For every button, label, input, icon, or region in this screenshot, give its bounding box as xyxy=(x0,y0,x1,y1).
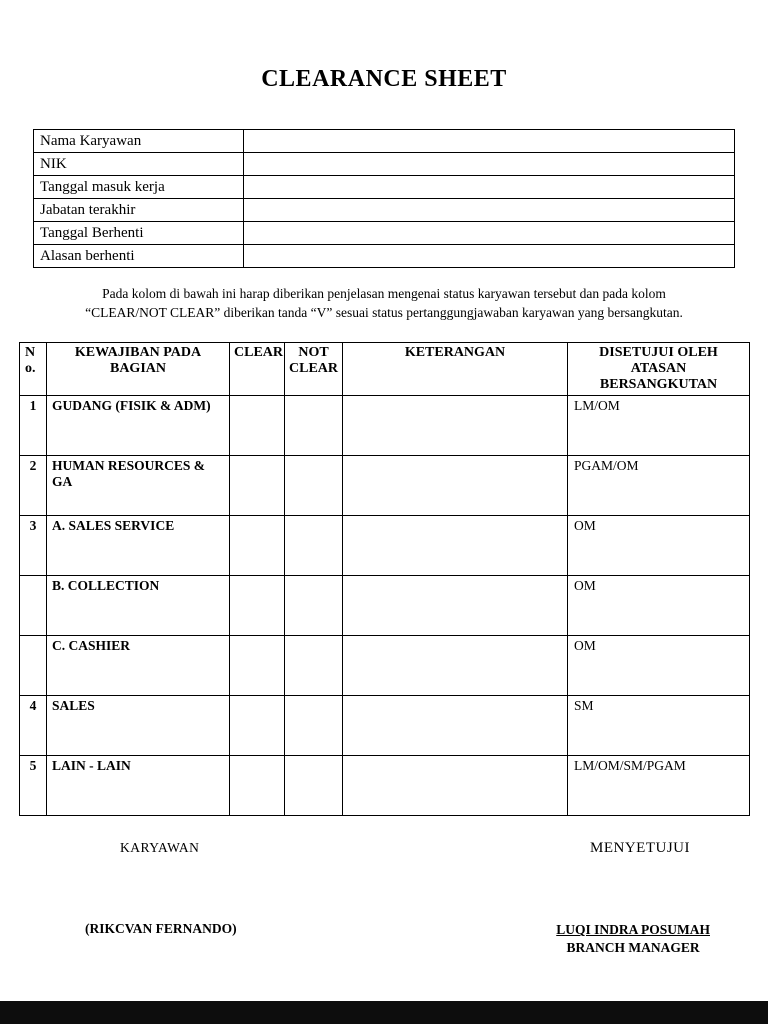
cell-keterangan xyxy=(343,396,568,456)
viewer-bottom-bar xyxy=(0,1001,768,1024)
table-row-cashier xyxy=(20,636,750,696)
header-clear: CLEAR xyxy=(230,343,285,396)
instructions-line-1: Pada kolom di bawah ini harap diberikan penjelasan mengenai status karyawan tersebut dan pada kolom xyxy=(102,286,666,301)
table-row-sales-service xyxy=(20,516,750,576)
cell-keterangan xyxy=(343,756,568,816)
cell-kewajiban: GUDANG (FISIK & ADM) xyxy=(47,396,230,456)
cell-no xyxy=(20,636,47,696)
signature-names-row xyxy=(0,921,768,956)
cell-not-clear xyxy=(285,756,343,816)
cell-clear xyxy=(230,396,285,456)
cell-clear xyxy=(230,576,285,636)
info-label-jabatan-terakhir: Jabatan terakhir xyxy=(34,199,244,222)
info-label-tanggal-berhenti: Tanggal Berhenti xyxy=(34,222,244,245)
cell-keterangan xyxy=(343,636,568,696)
cell-kewajiban: C. CASHIER xyxy=(47,636,230,696)
table-row-collection xyxy=(20,576,750,636)
cell-not-clear xyxy=(285,696,343,756)
header-kewajiban xyxy=(47,343,230,396)
cell-no: 4 xyxy=(20,696,47,756)
table-row xyxy=(34,199,735,222)
cell-disetujui: LM/OM/SM/PGAM xyxy=(568,756,750,816)
instructions-line-2: “CLEAR/NOT CLEAR” diberikan tanda “V” sesuai status pertanggungjawaban karyawan yang bersangkutan. xyxy=(85,304,683,320)
cell-keterangan xyxy=(343,456,568,516)
cell-not-clear xyxy=(285,636,343,696)
cell-disetujui: OM xyxy=(568,576,750,636)
info-value-alasan-berhenti xyxy=(244,245,735,268)
header-keterangan: KETERANGAN xyxy=(343,343,568,396)
cell-keterangan xyxy=(343,576,568,636)
signature-block-manager xyxy=(556,921,710,956)
info-label-nama-karyawan: Nama Karyawan xyxy=(34,130,244,153)
cell-kewajiban: LAIN - LAIN xyxy=(47,756,230,816)
cell-not-clear xyxy=(285,456,343,516)
info-value-tanggal-berhenti xyxy=(244,222,735,245)
signature-name-karyawan: (RIKCVAN FERNANDO) xyxy=(85,921,237,937)
cell-kewajiban: SALES xyxy=(47,696,230,756)
signature-title-manager: BRANCH MANAGER xyxy=(566,939,700,955)
cell-kewajiban: HUMAN RESOURCES & GA xyxy=(47,456,230,516)
header-kewajiban-label: KEWAJIBAN PADA BAGIAN xyxy=(74,345,202,377)
cell-kewajiban: B. COLLECTION xyxy=(47,576,230,636)
info-label-alasan-berhenti: Alasan berhenti xyxy=(34,245,244,268)
page-title: CLEARANCE SHEET xyxy=(261,66,507,92)
signature-role-menyetujui: MENYETUJUI xyxy=(590,840,690,857)
signature-roles-row xyxy=(0,840,768,857)
table-row xyxy=(34,176,735,199)
clearance-table xyxy=(19,342,750,816)
cell-clear xyxy=(230,696,285,756)
cell-kewajiban: A. SALES SERVICE xyxy=(47,516,230,576)
cell-clear xyxy=(230,756,285,816)
cell-clear xyxy=(230,516,285,576)
table-row-lain-lain xyxy=(20,756,750,816)
cell-not-clear xyxy=(285,516,343,576)
cell-keterangan xyxy=(343,516,568,576)
cell-clear xyxy=(230,456,285,516)
header-disetujui: DISETUJUI OLEH ATASAN BERSANGKUTAN xyxy=(568,343,750,396)
table-row-human-resources xyxy=(20,456,750,516)
cell-disetujui: LM/OM xyxy=(568,396,750,456)
cell-clear xyxy=(230,636,285,696)
table-row-sales xyxy=(20,696,750,756)
cell-not-clear xyxy=(285,396,343,456)
info-label-tanggal-masuk-kerja: Tanggal masuk kerja xyxy=(34,176,244,199)
table-row-gudang xyxy=(20,396,750,456)
table-row xyxy=(34,222,735,245)
info-value-nama-karyawan xyxy=(244,130,735,153)
signature-role-karyawan: KARYAWAN xyxy=(120,840,200,856)
cell-no: 1 xyxy=(20,396,47,456)
table-row xyxy=(34,245,735,268)
cell-keterangan xyxy=(343,696,568,756)
cell-no: 2 xyxy=(20,456,47,516)
cell-not-clear xyxy=(285,576,343,636)
table-row xyxy=(34,130,735,153)
cell-no xyxy=(20,576,47,636)
cell-no: 5 xyxy=(20,756,47,816)
table-header-row xyxy=(20,343,750,396)
info-value-tanggal-masuk-kerja xyxy=(244,176,735,199)
info-label-nik: NIK xyxy=(34,153,244,176)
header-no: No. xyxy=(20,343,47,396)
cell-disetujui: PGAM/OM xyxy=(568,456,750,516)
signature-name-manager: LUQI INDRA POSUMAH xyxy=(556,922,710,938)
info-value-jabatan-terakhir xyxy=(244,199,735,222)
cell-disetujui: SM xyxy=(568,696,750,756)
cell-disetujui: OM xyxy=(568,516,750,576)
table-row xyxy=(34,153,735,176)
instructions-paragraph xyxy=(0,285,768,322)
employee-info-table xyxy=(33,129,735,268)
cell-disetujui: OM xyxy=(568,636,750,696)
info-value-nik xyxy=(244,153,735,176)
cell-no: 3 xyxy=(20,516,47,576)
header-not-clear: NOT CLEAR xyxy=(285,343,343,396)
